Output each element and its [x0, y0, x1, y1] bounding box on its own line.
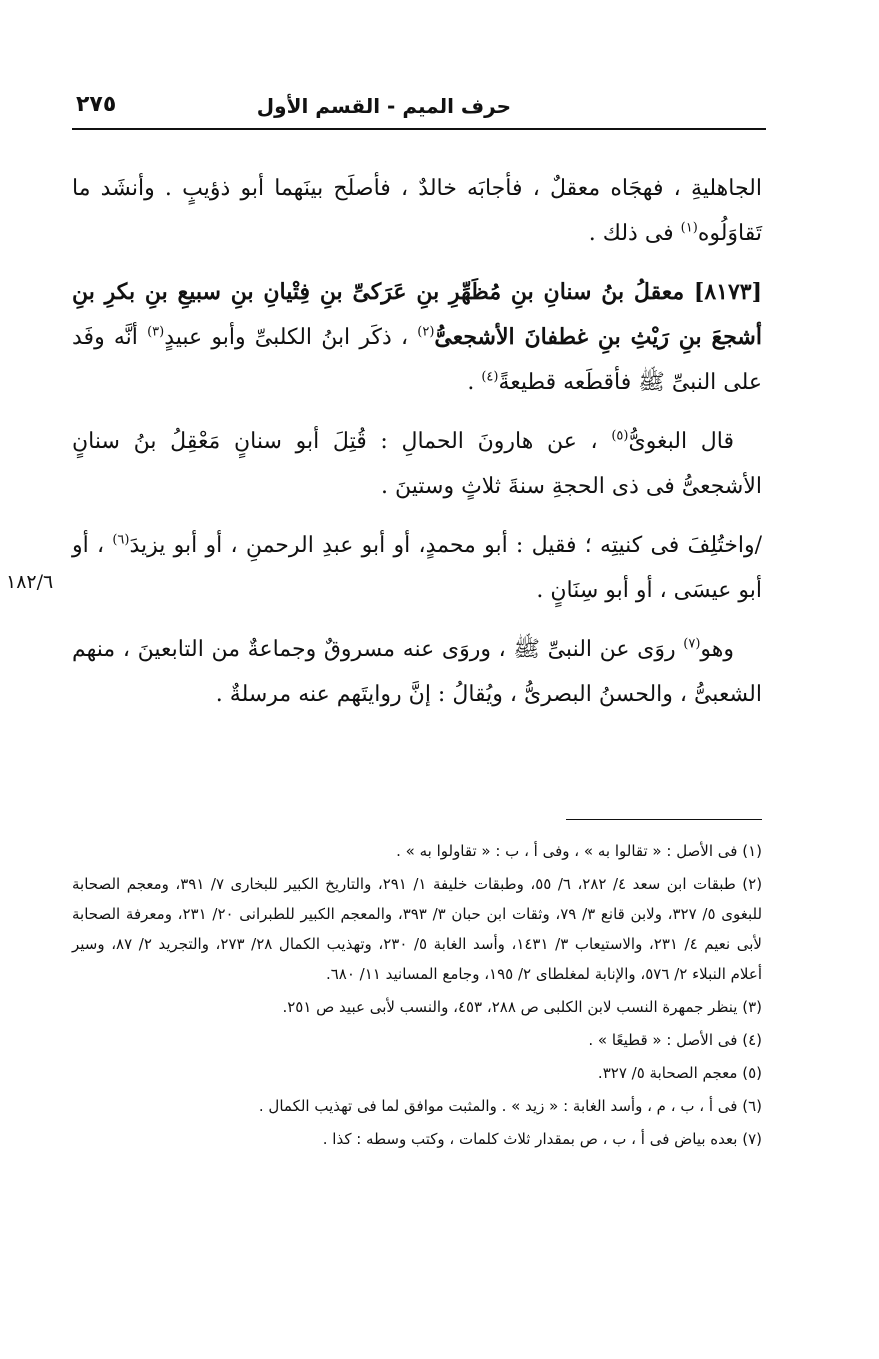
entry-tail-2: .: [467, 370, 482, 395]
footnote-ref-6: (٦): [112, 532, 130, 548]
paragraph-3-tail: ، عن هارونَ الحمالِ : قُتِلَ أبو سنانٍ مَعْقِلُ بنُ سنانٍ الأشجعىُّ فى ذى الحجةِ سنةَ ثلاثٍ وستينَ .: [72, 429, 762, 499]
footnote-ref-3: (٣): [147, 324, 165, 340]
entry-heading: [٨١٧٣] معقلُ بنُ سنانِ بنِ مُظَهِّرِ بنِ عَرَكىِّ بنِ فِتْيانِ بنِ سبيعِ بنِ بكرِ بنِ أشجعَ بنِ رَيْثِ بنِ غطفانَ الأشجعىُّ: [72, 279, 762, 350]
paragraph-5: [72, 627, 762, 717]
footnote-6: (٦) فى أ ، ب ، م ، وأسد الغابة : « زيد » . والمثبت موافق لما فى تهذيب الكمال .: [258, 1097, 762, 1115]
footnote-ref-1: (١): [680, 220, 698, 236]
footnote-ref-4: (٤): [481, 369, 499, 385]
paragraph-3: [72, 419, 762, 509]
footnote-ref-2: (٢): [417, 324, 435, 340]
paragraph-4-text: /واختُلِفَ فى كنيتِه ؛ فقيل : أبو محمدٍ، أو أبو عبدِ الرحمنِ ، أو أبو يزيدَ: [129, 533, 762, 558]
paragraph-1-text: الجاهليةِ ، فهجَاه معقلٌ ، فأجابَه خالدٌ ، فأصلَح بينَهما أبو ذؤيبٍ . وأنشَد ما تَقاوَلُوه: [72, 176, 762, 246]
footnotes: [72, 836, 762, 1157]
page-number: ٢٧٥: [76, 92, 117, 117]
paragraph-1: [72, 166, 762, 256]
footnote-1: (١) فى الأصل : « تقالوا به » ، وفى أ ، ب : « تقاولوا به » .: [396, 842, 762, 860]
main-text: [72, 166, 762, 731]
paragraph-5-lead: وهو: [700, 637, 734, 662]
margin-note: ١٨٢/٦: [6, 571, 54, 593]
footnote-4: (٤) فى الأصل : « قطيعًا » .: [588, 1031, 762, 1049]
footnote-3: (٣) ينظر جمهرة النسب لابن الكلبى ص ٢٨٨، ٤٥٣، والنسب لأبى عبيد ص ٢٥١.: [282, 998, 762, 1016]
footnote-divider: [566, 819, 762, 820]
paragraph-5-tail: روَى عن النبىِّ ﷺ ، وروَى عنه مسروقٌ وجماعةٌ من التابعينَ ، منهم الشعبىُّ ، والحسنُ البصرىُّ ، ويُقالُ : إنَّ روايتَهم عنه مرسلةٌ .: [72, 637, 762, 707]
footnote-ref-5: (٥): [611, 428, 629, 444]
footnote-2: (٢) طبقات ابن سعد ٤/ ٢٨٢، ٦/ ٥٥، وطبقات خليفة ١/ ٢٩١، والتاريخ الكبير للبخارى ٧/ ٣٩١، ومعجم الصحابة للبغوى ٥/ ٣٢٧، ولابن قانع ٣/ ٧٩، وثقات ابن حبان ٣/ ٣٩٣، والمعجم الكبير للطبرانى ٢٠/ ٢٣١، ومعرفة الصحابة لأبى نعيم ٤/ ٢٣١، والاستيعاب ٣/ ١٤٣١، وأسد الغابة ٥/ ٢٣٠، وتهذيب الكمال ٢٨/ ٢٧٣، والتجريد ٢/ ٨٧، وسير أعلام النبلاء ٢/ ٥٧٦، والإنابة لمغلطاى ٢/ ١٩٥، وجامع المسانيد ١١/ ٦٨٠.: [72, 875, 763, 983]
paragraph-4-tail: ، أو أبو عيسَى ، أو أبو سِنَانٍ .: [72, 533, 762, 603]
footnote-ref-7: (٧): [683, 636, 701, 652]
entry-8173: [72, 270, 762, 405]
paragraph-1-tail: فى ذلك .: [588, 221, 681, 246]
paragraph-3-lead: قال البغوىُّ: [628, 429, 735, 454]
entry-tail-1: أنَّه وفَد على النبىِّ ﷺ فأقطَعه قطيعةً: [72, 325, 762, 395]
header-title: حرف الميم - القسم الأول: [256, 94, 511, 118]
footnote-5: (٥) معجم الصحابة ٥/ ٣٢٧.: [597, 1064, 762, 1082]
entry-mid: ، ذكَر ابنُ الكلبىِّ وأبو عبيدٍ: [164, 325, 418, 350]
footnote-7: (٧) بعده بياض فى أ ، ب ، ص بمقدار ثلاث كلمات ، وكتب وسطه : كذا .: [322, 1130, 762, 1148]
paragraph-4: [72, 523, 762, 613]
running-header: [72, 92, 766, 130]
